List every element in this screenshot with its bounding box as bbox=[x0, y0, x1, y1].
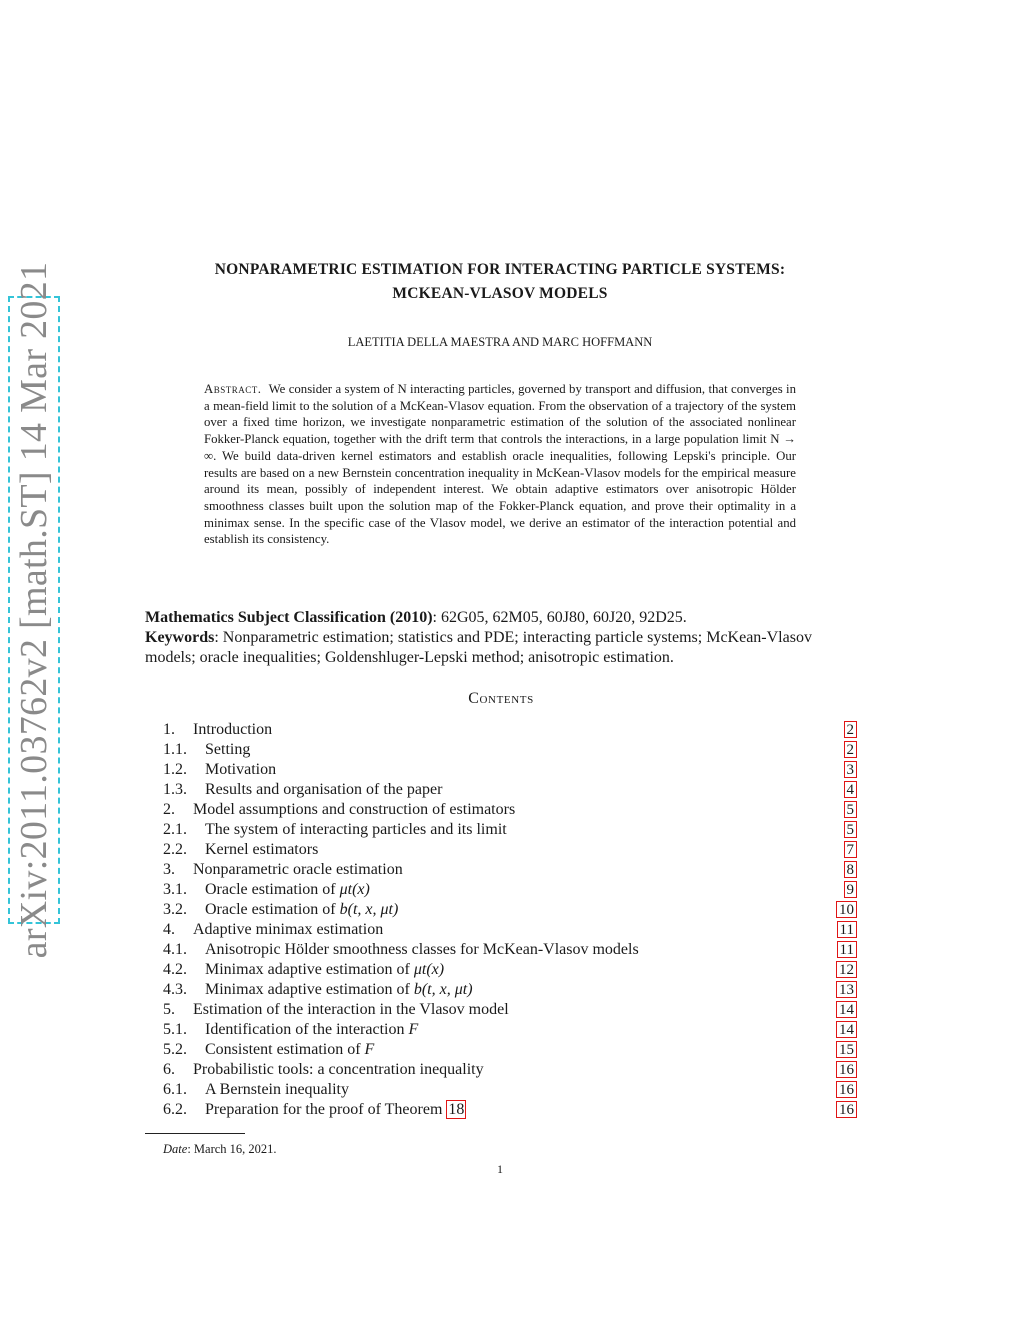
toc-entry[interactable] bbox=[163, 1020, 857, 1040]
toc-entry-number: 6. bbox=[163, 1061, 175, 1078]
toc-entry[interactable] bbox=[163, 1040, 857, 1060]
toc-page-link[interactable]: 12 bbox=[836, 961, 857, 978]
toc-entry-title: Kernel estimators bbox=[205, 841, 319, 858]
toc-entry-math: b(t, x, μt) bbox=[413, 981, 473, 998]
toc-entry[interactable] bbox=[163, 780, 857, 800]
toc-page-link[interactable]: 11 bbox=[837, 921, 857, 938]
toc-page-link[interactable]: 15 bbox=[836, 1041, 857, 1058]
toc-entry-number: 1. bbox=[163, 721, 175, 738]
msc-label: Mathematics Subject Classification (2010) bbox=[145, 609, 433, 626]
toc-entry-title: Anisotropic Hölder smoothness classes for McKean-Vlasov models bbox=[205, 941, 639, 958]
toc-entry-number: 2.2. bbox=[163, 841, 187, 858]
toc-entry-number: 4. bbox=[163, 921, 175, 938]
toc-page-link[interactable]: 2 bbox=[844, 721, 858, 738]
toc-entry-title: Minimax adaptive estimation of bbox=[205, 961, 414, 978]
footnote-text: : March 16, 2021. bbox=[187, 1142, 277, 1156]
toc-entry-number: 6.2. bbox=[163, 1101, 187, 1118]
toc-entry[interactable] bbox=[163, 900, 857, 920]
contents-heading: Contents bbox=[468, 690, 534, 707]
page-number: 1 bbox=[497, 1162, 503, 1176]
toc-entry[interactable] bbox=[163, 880, 857, 900]
toc-entry-number: 3. bbox=[163, 861, 175, 878]
arxiv-stamp[interactable] bbox=[8, 261, 60, 959]
toc-page-link[interactable]: 16 bbox=[836, 1081, 857, 1098]
toc-entry-title: Motivation bbox=[205, 761, 277, 778]
title-line-2: MCKEAN-VLASOV MODELS bbox=[392, 285, 608, 302]
authors: LAETITIA DELLA MAESTRA AND MARC HOFFMANN bbox=[347, 335, 653, 349]
toc-entry-number: 2.1. bbox=[163, 821, 187, 838]
toc-entry[interactable] bbox=[163, 820, 857, 840]
toc-entry-title: Probabilistic tools: a concentration inequality bbox=[193, 1061, 484, 1078]
abstract-text: We consider a system of N interacting particles, governed by transport and diffusion, that converges in a mean-field limit to the solution of a McKean-Vlasov equation. From the observation of a trajectory of the system over a fixed time horizon, we investigate nonparametric estimation of the solution of the associated nonlinear Fokker-Planck equation, together with the drift term that controls the interactions, in a large population limit N → ∞. We build data-driven kernel estimators and establish oracle inequalities, following Lepski's principle. Our results are based on a new Bernstein concentration inequality in McKean-Vlasov models for the empirical measure around its mean, possibly of independent interest. We obtain adaptive estimators over anisotropic Hölder smoothness classes built upon the solution map of the Fokker-Planck equation, and prove their optimality in a minimax sense. In the specific case of the Vlasov model, we derive an estimator of the interaction potential and establish its consistency. bbox=[204, 382, 797, 547]
toc-entry-math: F bbox=[408, 1021, 419, 1038]
toc-entry[interactable] bbox=[163, 1000, 857, 1020]
toc-page-link[interactable]: 11 bbox=[837, 941, 857, 958]
toc-entry[interactable] bbox=[163, 860, 857, 880]
toc-page-link[interactable]: 10 bbox=[836, 901, 857, 918]
toc-entry-number: 1.3. bbox=[163, 781, 187, 798]
toc-entry-number: 5.2. bbox=[163, 1041, 187, 1058]
toc-entry-title: A Bernstein inequality bbox=[205, 1081, 349, 1098]
toc-page-link[interactable]: 16 bbox=[836, 1101, 857, 1118]
toc-entry-title: Model assumptions and construction of estimators bbox=[193, 801, 516, 818]
toc-page-link[interactable]: 5 bbox=[844, 821, 858, 838]
theorem-ref-link[interactable]: 18 bbox=[448, 1101, 465, 1118]
footnote-date bbox=[163, 1142, 277, 1157]
paper-title bbox=[130, 258, 870, 306]
toc-entry-title: Results and organisation of the paper bbox=[205, 781, 443, 798]
toc-entry-number: 4.1. bbox=[163, 941, 187, 958]
footnote-divider bbox=[145, 1133, 245, 1134]
toc-entry[interactable] bbox=[163, 740, 857, 760]
toc-page-link[interactable]: 3 bbox=[844, 761, 858, 778]
toc-entry-number: 5.1. bbox=[163, 1021, 187, 1038]
toc-entry-title: Oracle estimation of bbox=[205, 901, 340, 918]
arxiv-id: arXiv:2011.03762v2 [math.ST] 14 Mar 2021 bbox=[13, 261, 55, 959]
toc-entry[interactable] bbox=[163, 1080, 857, 1100]
toc-entry-title: Estimation of the interaction in the Vlasov model bbox=[193, 1001, 509, 1018]
msc-value: : 62G05, 62M05, 60J80, 60J20, 92D25. bbox=[432, 609, 687, 626]
toc-entry-title: Identification of the interaction bbox=[205, 1021, 409, 1038]
msc-line bbox=[145, 608, 857, 628]
keywords-line bbox=[145, 628, 857, 668]
toc-entry-title: Minimax adaptive estimation of bbox=[205, 981, 414, 998]
toc-page-link[interactable]: 8 bbox=[844, 861, 858, 878]
keywords-label: Keywords bbox=[145, 629, 215, 646]
toc-page-link[interactable]: 14 bbox=[836, 1021, 857, 1038]
toc-entry-title: Nonparametric oracle estimation bbox=[193, 861, 403, 878]
toc-entry-number: 2. bbox=[163, 801, 175, 818]
toc-entry-number: 4.3. bbox=[163, 981, 187, 998]
toc-entry-math: F bbox=[364, 1041, 375, 1058]
toc-entry[interactable] bbox=[163, 1100, 857, 1120]
toc-page-link[interactable]: 13 bbox=[836, 981, 857, 998]
toc-page-link[interactable]: 2 bbox=[844, 741, 858, 758]
title-line-1: NONPARAMETRIC ESTIMATION FOR INTERACTING PARTICLE SYSTEMS: bbox=[214, 261, 786, 278]
toc-entry-number: 1.1. bbox=[163, 741, 187, 758]
toc-entry-title: Preparation for the proof of Theorem bbox=[205, 1101, 447, 1118]
abstract-label: Abstract. bbox=[204, 382, 262, 396]
toc-entry-number: 5. bbox=[163, 1001, 175, 1018]
footnote-label: Date bbox=[163, 1142, 188, 1156]
toc-entry-math: μt(x) bbox=[413, 961, 445, 978]
toc-entry[interactable] bbox=[163, 1060, 857, 1080]
toc-entry-math: b(t, x, μt) bbox=[339, 901, 399, 918]
toc-page-link[interactable]: 5 bbox=[844, 801, 858, 818]
toc-entry-title: The system of interacting particles and its limit bbox=[205, 821, 507, 838]
toc-entry[interactable] bbox=[163, 840, 857, 860]
toc-entry-title: Setting bbox=[205, 741, 251, 758]
toc-entry[interactable] bbox=[163, 960, 857, 980]
toc-entry[interactable] bbox=[163, 720, 857, 740]
toc-page-link[interactable]: 14 bbox=[836, 1001, 857, 1018]
toc-entry-title: Oracle estimation of bbox=[205, 881, 340, 898]
toc-entry-number: 1.2. bbox=[163, 761, 187, 778]
toc-entry[interactable] bbox=[163, 940, 857, 960]
toc-entry[interactable] bbox=[163, 800, 857, 820]
classification-block bbox=[145, 608, 857, 668]
toc-entry-title: Consistent estimation of bbox=[205, 1041, 365, 1058]
toc-page-link[interactable]: 7 bbox=[844, 841, 858, 858]
toc-page-link[interactable]: 4 bbox=[844, 781, 858, 798]
table-of-contents bbox=[163, 720, 857, 1120]
keywords-value: : Nonparametric estimation; statistics and PDE; interacting particle systems; McKean-Vlasov models; oracle inequalities; Goldenshluger-Lepski method; anisotropic estimation. bbox=[145, 629, 812, 666]
toc-entry-number: 3.2. bbox=[163, 901, 187, 918]
toc-entry[interactable] bbox=[163, 920, 857, 940]
toc-entry-title: Introduction bbox=[193, 721, 273, 738]
toc-entry[interactable] bbox=[163, 760, 857, 780]
toc-page-link[interactable]: 16 bbox=[836, 1061, 857, 1078]
toc-entry-title: Adaptive minimax estimation bbox=[193, 921, 384, 938]
toc-entry-math: μt(x) bbox=[339, 881, 370, 898]
toc-entry[interactable] bbox=[163, 980, 857, 1000]
toc-entry-number: 4.2. bbox=[163, 961, 187, 978]
toc-entry-number: 6.1. bbox=[163, 1081, 187, 1098]
abstract bbox=[204, 381, 796, 548]
toc-page-link[interactable]: 9 bbox=[844, 881, 858, 898]
toc-entry-number: 3.1. bbox=[163, 881, 187, 898]
